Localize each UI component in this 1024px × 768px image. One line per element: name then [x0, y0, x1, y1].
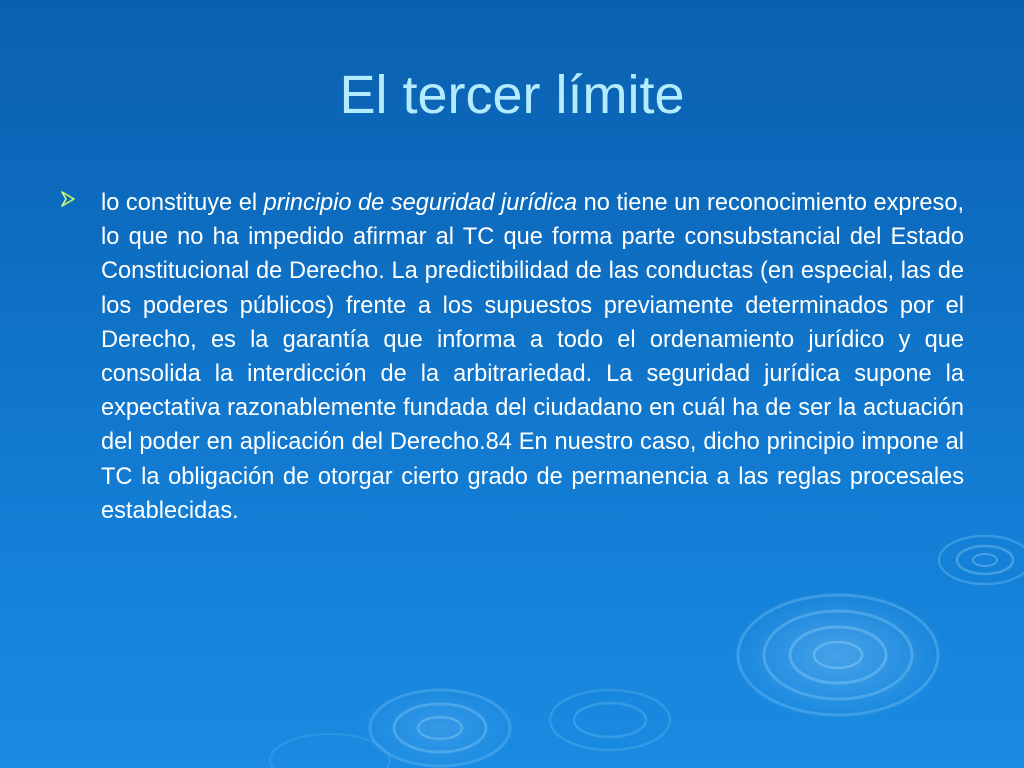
bullet-text [101, 186, 964, 528]
slide-title: El tercer límite [339, 65, 685, 125]
list-item [60, 186, 964, 528]
bullet-text-body: no tiene un reconocimiento expreso, lo que no ha impedido afirmar al TC que forma parte consubstancial del Estado Constitucional de Derecho. La predictibilidad de las conductas (en especial, las de los poderes públicos) frente a los supuestos previamente determinados por el Derecho, es la garantía que informa a todo el ordenamiento jurídico y que consolida la interdicción de la arbitrariedad. La seguridad jurídica supone la expectativa razonablemente fundada del ciudadano en cuál ha de ser la actuación del poder en aplicación del Derecho.84 En nuestro caso, dicho principio impone al TC la obligación de otorgar cierto grado de permanencia a las reglas procesales establecidas. [101, 190, 965, 524]
arrowhead-bullet-icon [60, 191, 76, 207]
bullet-text-intro: lo constituye el [101, 190, 264, 216]
bullet-list [60, 186, 964, 528]
emphasized-term: principio de seguridad jurídica [263, 190, 578, 216]
